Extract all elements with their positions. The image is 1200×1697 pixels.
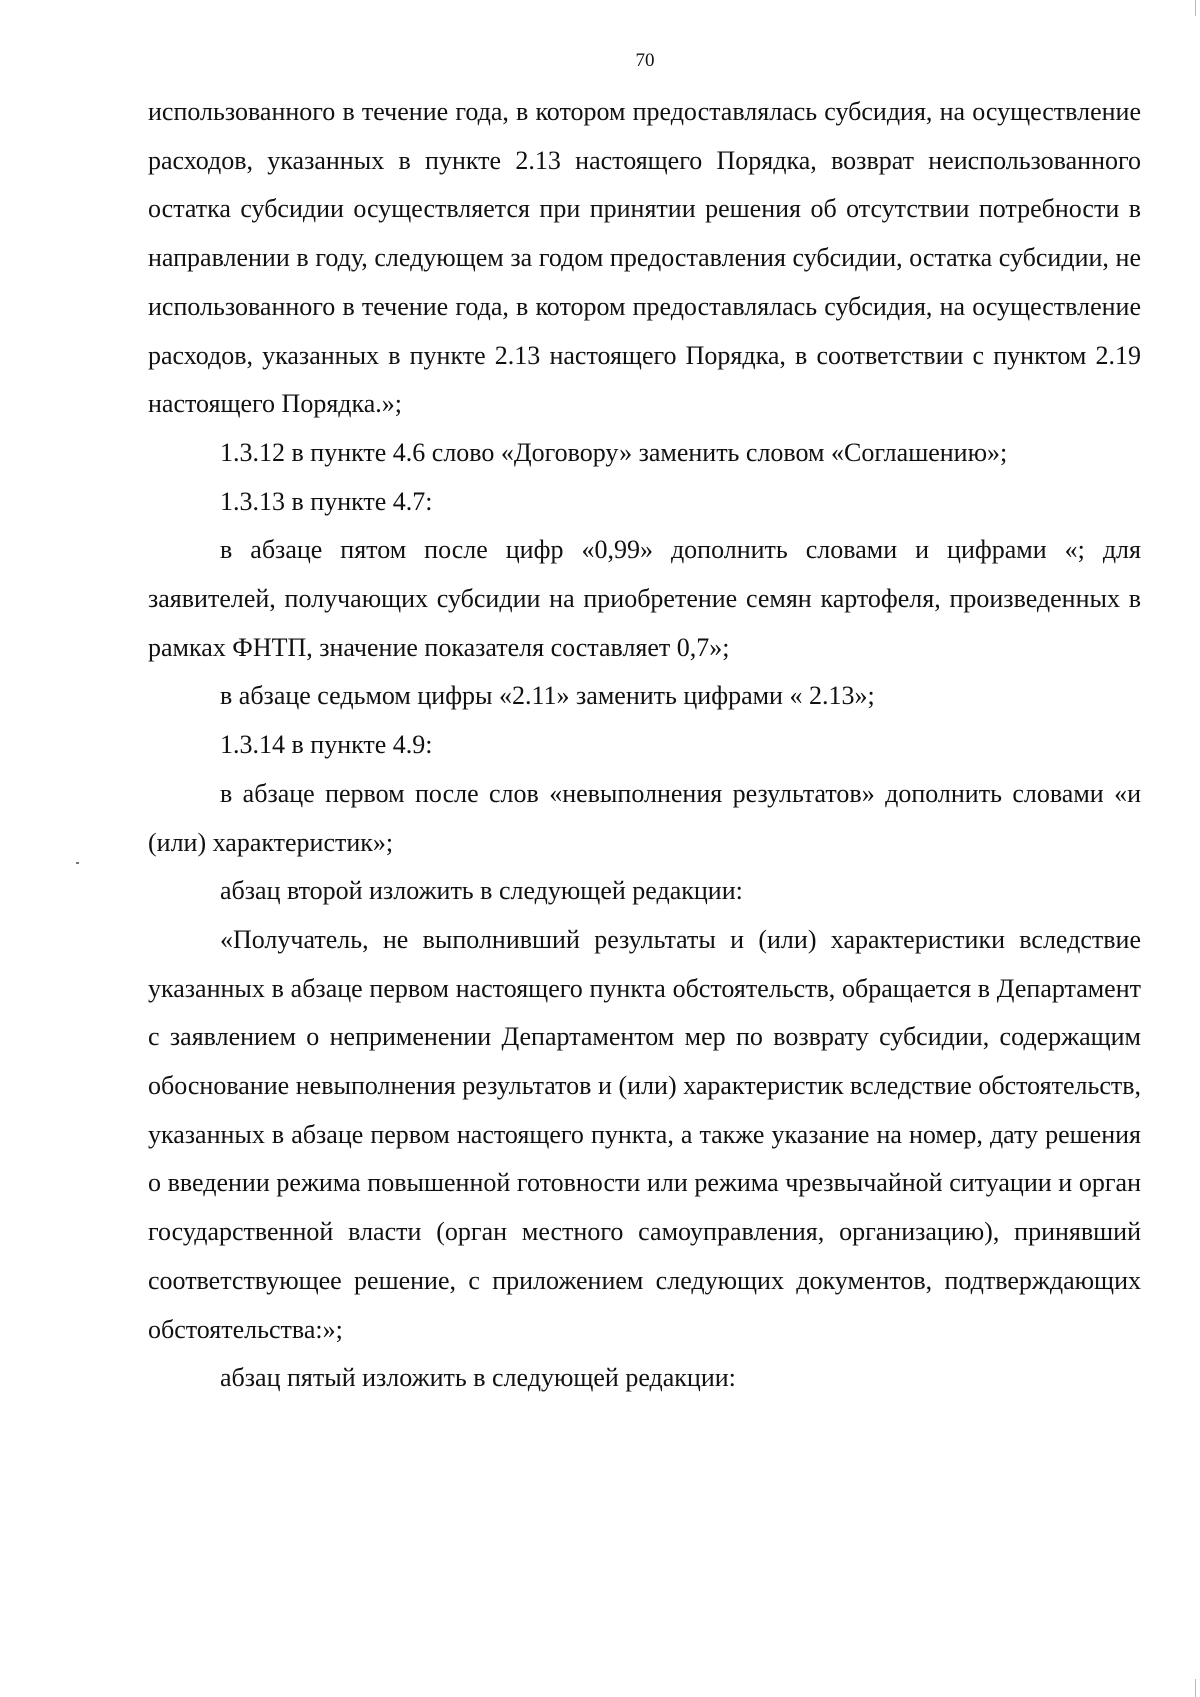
scan-speck xyxy=(76,862,79,864)
paragraph-seventh-abzac-amendment: в абзаце седьмом цифры «2.11» заменить цифрами « 2.13»; xyxy=(220,681,875,711)
paragraph-item-1-3-13: 1.3.13 в пункте 4.7: xyxy=(220,486,433,516)
page-body xyxy=(148,88,1141,1403)
paragraph-item-1-3-14: 1.3.14 в пункте 4.9: xyxy=(220,730,433,760)
paragraph-item-1-3-12: 1.3.12 в пункте 4.6 слово «Договору» заменить словом «Соглашению»; xyxy=(220,437,1008,467)
paragraph-new-second-abzac: «Получатель, не выполнивший результаты и (или) характеристики вследствие указанных в абзаце первом настоящего пункта обстоятельств, обращается в Департамент с заявлением о неприменении Департаментом мер по возврату субсидии, содержащим обоснование невыполнения результатов и (или) характеристик вследствие обстоятельств, указанных в абзаце первом настоящего пункта, а также указание на номер, дату решения о введении режима повышенной готовности или режима чрезвычайной ситуации и орган государственной власти (орган местного самоуправления, организацию), принявший соответствующее решение, с приложением следующих документов, подтверждающих обстоятельства:»; xyxy=(148,924,1141,1344)
paragraph-fifth-abzac-amendment: в абзаце пятом после цифр «0,99» дополнить словами и цифрами «; для заявителей, получающих субсидии на приобретение семян картофеля, произведенных в рамках ФНТП, значение показателя составляет 0,7»; xyxy=(148,535,1141,662)
paragraph-continuation: использованного в течение года, в котором предоставлялась субсидия, на осуществление расходов, указанных в пункте 2.13 настоящего Порядка, возврат неиспользованного остатка субсидии осуществляется при принятии решения об отсутствии потребности в направлении в году, следующем за годом предоставления субсидии, остатка субсидии, не использованного в течение года, в котором предоставлялась субсидия, на осуществление расходов, указанных в пункте 2.13 настоящего Порядка, в соответствии с пунктом 2.19 настоящего Порядка.»; xyxy=(148,97,1141,419)
scan-edge-mark-bottom xyxy=(1195,1679,1196,1697)
paragraph-second-abzac-intro: абзац второй изложить в следующей редакции: xyxy=(220,876,743,906)
paragraph-first-abzac-amendment: в абзаце первом после слов «невыполнения результатов» дополнить словами «и (или) характеристик»; xyxy=(148,778,1141,857)
scan-edge-mark-top xyxy=(1195,0,1196,16)
page-number: 70 xyxy=(635,50,655,71)
paragraph-fifth-abzac-intro: абзац пятый изложить в следующей редакции: xyxy=(220,1363,736,1393)
